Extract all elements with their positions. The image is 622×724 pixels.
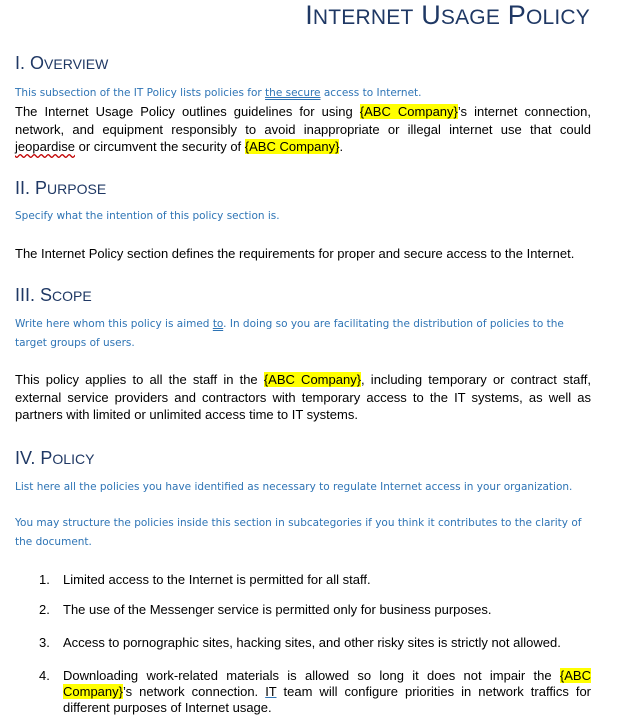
scope-paragraph: This policy applies to all the staff in the {ABC Company}, including temporary or contract staff, external service providers and contractors with temporary access to the IT systems, as well as partners with limited or unlimited access time to IT systems. — [15, 372, 592, 422]
overview-paragraph: The Internet Usage Policy outlines guidelines for using {ABC Company}’s internet connection, network, and equipment responsibly to avoid inappropriate or illegal internet use that could jeopardise or circumvent the security of {ABC Company}. — [15, 104, 591, 154]
scope-instruction-note: Write here whom this policy is aimed to. In doing so you are facilitating the distribution of policies to the target groups of users. — [15, 318, 564, 349]
policy-instruction-note-2: You may structure the policies inside this section in subcategories if you think it contributes to the clarity of the document. — [15, 517, 582, 548]
company-placeholder: {ABC Company} — [63, 668, 591, 699]
policy-heading: IV. POLICY — [15, 448, 95, 468]
policy-instruction-note-1: List here all the policies you have identified as necessary to regulate Internet access in your organization. — [15, 481, 573, 493]
overview-instruction-note: This subsection of the IT Policy lists policies for the secure access to Internet. — [15, 87, 422, 99]
purpose-heading: II. PURPOSE — [15, 178, 107, 198]
company-placeholder: {ABC Company} — [244, 139, 340, 154]
overview-heading: I. OVERVIEW — [15, 53, 109, 73]
company-placeholder: {ABC Company} — [359, 104, 458, 119]
company-placeholder: {ABC Company} — [263, 372, 362, 387]
purpose-paragraph: The Internet Policy section defines the requirements for proper and secure access to the Internet. — [15, 246, 575, 261]
purpose-instruction-note: Specify what the intention of this policy section is. — [15, 210, 280, 222]
scope-heading: III. SCOPE — [15, 285, 92, 305]
document-title: INTERNET USAGE POLICY — [305, 0, 590, 30]
